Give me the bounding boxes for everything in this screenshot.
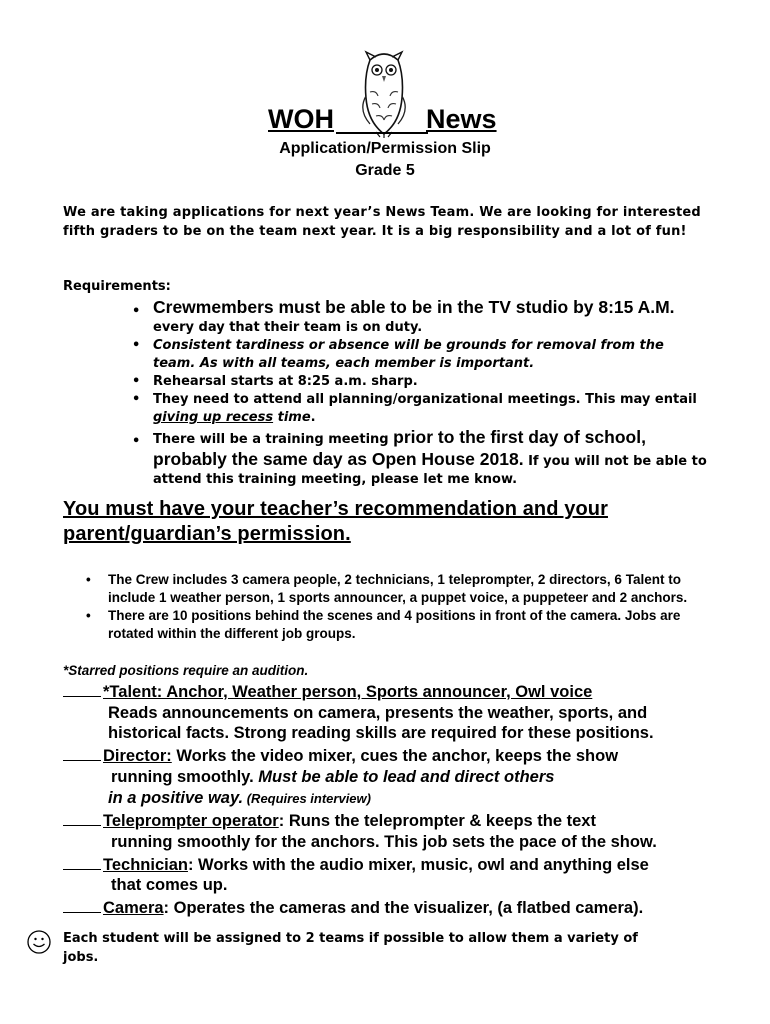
role-description bbox=[63, 767, 723, 788]
requirement-item bbox=[130, 427, 710, 489]
teleprompter-checkbox-blank[interactable] bbox=[63, 809, 101, 826]
role-description: in a positive way. bbox=[108, 788, 244, 807]
role-title: Teleprompter operator bbox=[103, 812, 279, 831]
requirement-text: They need to attend all planning/organizational meetings. This may entail bbox=[153, 392, 697, 407]
requirement-emphasis: Crewmembers must be able to be in the TV studio by 8:15 A.M. bbox=[153, 297, 675, 317]
director-checkbox-blank[interactable] bbox=[63, 744, 101, 761]
requirement-text: . bbox=[310, 410, 316, 425]
crew-info-item: • The Crew includes 3 camera people, 2 technicians, 1 teleprompter, 2 directors, 6 Talent to include 1 weather person, 1 sports announcer, a puppet voice, a puppeteer and 2 anchors. bbox=[86, 571, 706, 607]
role-title: Technician bbox=[103, 855, 188, 874]
requirement-underlined: giving up recess bbox=[153, 410, 274, 425]
grade-label: Grade 5 bbox=[355, 162, 415, 179]
intro-paragraph: We are taking applications for next year’s News Team. We are looking for interested fifth graders to be on the team next year. It is a big responsibility and a lot of fun! bbox=[63, 205, 701, 239]
role-description: Reads announcements on camera, presents the weather, sports, and bbox=[108, 703, 648, 722]
role-title: *Talent: Anchor, Weather person, Sports announcer, Owl voice bbox=[103, 683, 593, 701]
form-subtitle: Application/Permission Slip bbox=[279, 140, 491, 157]
crew-info-item: • There are 10 positions behind the scenes and 4 positions in front of the camera. Jobs are rotated within the different job groups. bbox=[86, 607, 706, 643]
role-description: : Works with the audio mixer, music, owl and anything else bbox=[187, 855, 649, 874]
requirement-text: Consistent tardiness or absence will be grounds for removal from the team. As with all teams, each member is important. bbox=[153, 338, 664, 371]
requirement-text: If you will not be able to attend this training meeting, please let me know. bbox=[153, 454, 707, 487]
role-camera bbox=[63, 896, 723, 919]
title-woh: WOH bbox=[268, 104, 334, 134]
talent-checkbox-blank[interactable] bbox=[63, 680, 101, 697]
requirements-list bbox=[130, 297, 710, 489]
role-description: Must be able to lead and direct others bbox=[258, 767, 555, 786]
role-title: Director: bbox=[103, 747, 172, 766]
camera-checkbox-blank[interactable] bbox=[63, 896, 101, 913]
crew-info-list bbox=[86, 571, 706, 643]
role-description: running smoothly. bbox=[111, 767, 259, 786]
requirement-text: every day that their team is on duty. bbox=[153, 320, 423, 335]
role-description: running smoothly for the anchors. This job sets the pace of the show. bbox=[111, 832, 657, 851]
requirement-item bbox=[130, 391, 710, 427]
technician-checkbox-blank[interactable] bbox=[63, 853, 101, 870]
requirement-text: There will be a training meeting bbox=[153, 432, 394, 447]
requirement-item bbox=[130, 337, 710, 373]
role-note: (Requires interview) bbox=[243, 790, 371, 806]
role-title: Camera bbox=[103, 899, 164, 918]
requirement-item bbox=[130, 297, 710, 337]
role-description: : Operates the cameras and the visualizer, (a flatbed camera). bbox=[163, 899, 644, 918]
roles-section bbox=[63, 680, 723, 919]
role-teleprompter bbox=[63, 809, 723, 832]
title-underline-gap bbox=[336, 132, 428, 134]
newsletter-title bbox=[0, 104, 770, 138]
role-talent bbox=[63, 680, 723, 703]
requirement-text: time bbox=[273, 410, 311, 425]
permission-notice: You must have your teacher’s recommendation and your parent/guardian’s permission. bbox=[63, 498, 608, 545]
starred-note: *Starred positions require an audition. bbox=[63, 663, 309, 678]
role-director bbox=[63, 744, 723, 767]
requirement-text: Rehearsal starts at 8:25 a.m. sharp. bbox=[153, 374, 418, 389]
role-description: historical facts. Strong reading skills are required for these positions. bbox=[108, 724, 654, 743]
footer-note: Each student will be assigned to 2 teams if possible to allow them a variety of jobs. bbox=[63, 931, 638, 965]
requirements-label: Requirements: bbox=[63, 279, 171, 294]
requirement-emphasis: prior to the first day of school, probably the same day as Open House 2018. bbox=[153, 427, 646, 469]
role-description: that comes up. bbox=[111, 876, 228, 895]
title-news: News bbox=[426, 104, 497, 134]
role-description bbox=[63, 788, 723, 810]
role-technician bbox=[63, 853, 723, 876]
role-description: : Runs the teleprompter & keeps the text bbox=[278, 812, 596, 831]
requirement-item bbox=[130, 373, 710, 391]
role-description: Works the video mixer, cues the anchor, keeps the show bbox=[171, 747, 619, 766]
smiley-icon bbox=[26, 929, 52, 955]
